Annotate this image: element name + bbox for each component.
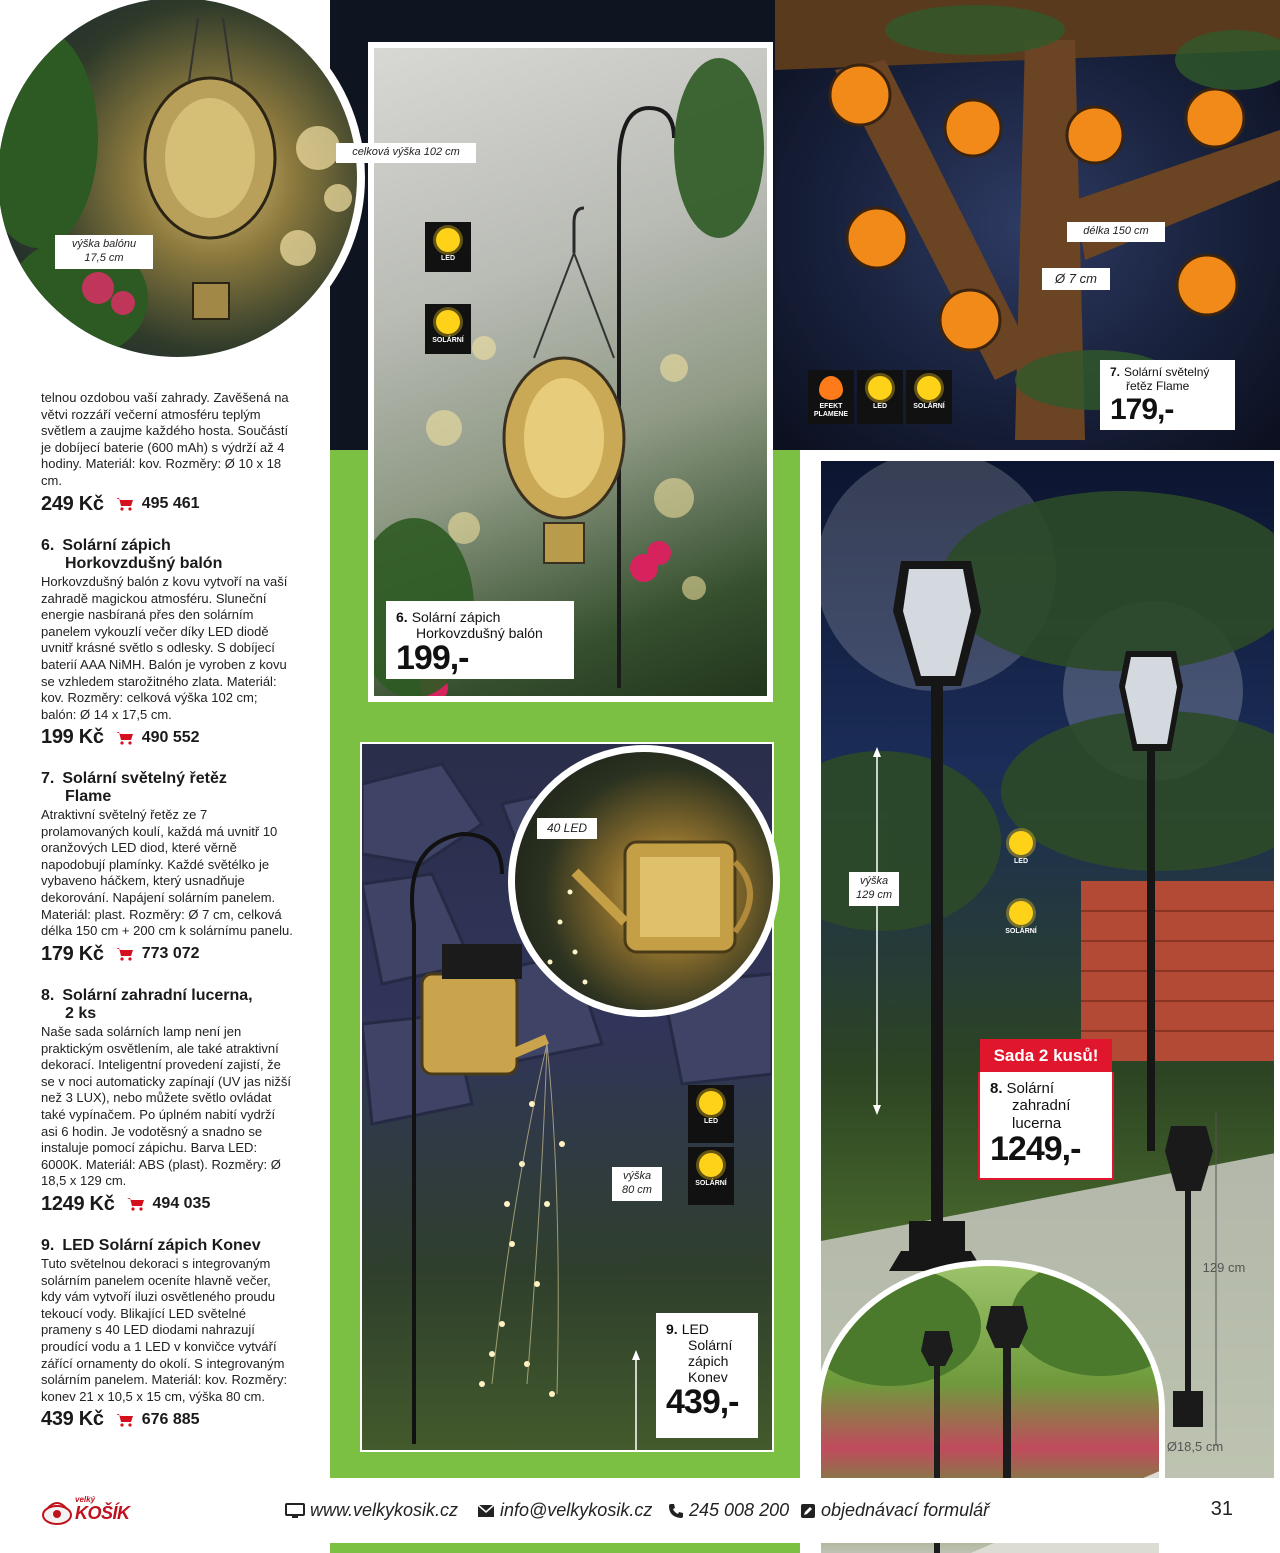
product-code: 495 461 [141, 495, 200, 513]
page-number: 31 [1210, 1498, 1233, 1520]
cart-icon[interactable] [116, 497, 134, 511]
form-edit-icon [800, 1503, 816, 1519]
balloon-height-label: výška balónu 17,5 cm [55, 235, 153, 269]
phone-icon [668, 1503, 684, 1519]
konev-led-count-label: 40 LED [537, 818, 597, 839]
solar-badge-lanterns: SOLÁRNÍ [998, 895, 1044, 945]
solar-badge-chain: SOLÁRNÍ [906, 370, 952, 424]
sun-icon [917, 376, 941, 400]
product-price-line: 199 Kč 490 552 [41, 726, 200, 749]
led-bulb-icon [699, 1091, 723, 1115]
solar-badge-balloon: SOLÁRNÍ [425, 304, 471, 354]
flame-icon [819, 376, 843, 400]
product-block-9 [41, 1237, 293, 1431]
order-form-link[interactable]: objednávací formulář [800, 1500, 989, 1521]
product-description: Tuto světelnou dekoraci s integrovaným solárním panelem oceníte hlavně večer, kdy vám vytvoří iluzi osvětleného proudu tekoucí vody. Blikající LED světelné prameny s 40 LED diodami nahrazují proudící vodu a 1 LED v konvičce vytváří zářící ornamenty do okolí. S integrovaným solárním panelem. Materiál: kov. Rozměry: konev 21 x 10,5 x 15 cm, výška 80 cm. [41, 1256, 288, 1404]
price-card-konev: 9. LED Solární zápich Konev 439,- [656, 1313, 758, 1438]
led-badge-konev: LED [688, 1085, 734, 1143]
price-card-lanterns: 8. Solární zahradní lucerna 1249,- [978, 1072, 1114, 1180]
sun-icon [1009, 901, 1033, 925]
price-card-lanterns-price: 1249,- [990, 1129, 1081, 1168]
flame-effect-badge: EFEKT PLAMENE [808, 370, 854, 424]
email-link[interactable]: info@velkykosik.cz [477, 1500, 652, 1521]
set-of-two-tag: Sada 2 kusů! [980, 1039, 1112, 1072]
cart-icon[interactable] [116, 1413, 134, 1427]
product-price-line: 1249 Kč 494 035 [41, 1192, 211, 1215]
led-bulb-icon [868, 376, 892, 400]
total-height-label: celková výška 102 cm [336, 143, 476, 163]
led-bulb-icon [1009, 831, 1033, 855]
intro-price-line: 249 Kč 495 461 [41, 492, 200, 515]
product-code: 490 552 [141, 728, 200, 746]
chain-length-label: délka 150 cm [1067, 222, 1165, 242]
balloon-closeup-illustration [0, 0, 365, 365]
sun-icon [436, 310, 460, 334]
product-code: 773 072 [141, 945, 200, 963]
price-card-chain: 7. Solární světelný řetěz Flame 179,- [1100, 360, 1235, 430]
cart-icon[interactable] [116, 731, 134, 745]
price-card-konev-price: 439,- [666, 1383, 739, 1422]
phone-link[interactable]: 245 008 200 [668, 1500, 789, 1521]
basket-logo-icon [41, 1495, 73, 1527]
konev-height-label: výška 80 cm [612, 1167, 662, 1201]
price-card-balloon-price: 199,- [396, 639, 469, 678]
led-badge-chain: LED [857, 370, 903, 424]
lamp-height-label: výška 129 cm [849, 872, 899, 906]
product-title: 8. Solární zahradní lucerna, 2 ks [41, 987, 253, 1022]
inset-watering-can-closeup [508, 745, 780, 1017]
price-card-balloon: 6. Solární zápich Horkovzdušný balón 199,- [386, 601, 574, 679]
product-title: 7. Solární světelný řetěz Flame [41, 770, 227, 805]
product-block-6 [41, 537, 293, 749]
lantern-height-dimension: 129 cm [1202, 1260, 1246, 1275]
cart-icon[interactable] [116, 947, 134, 961]
price-card-chain-price: 179,- [1110, 392, 1174, 426]
product-description: Horkovzdušný balón z kovu vytvoří na vaší zahradě magickou atmosféru. Sluneční energie nasbíraná přes den solárním panelem vykouzlí večer díky LED diodě uvnitř krásné světlo s odlesky. S dobíjecí baterií AAA NiMH. Balón je vyroben z kovu se vzhledem starožitného zlata. Materiál: kov. Rozměry: celková výška 102 cm; balón: Ø 14 x 17,5 cm. [41, 574, 288, 722]
product-description: Atraktivní světelný řetěz ze 7 prolamovaných koulí, každá má uvnitř 10 oranžových LED diod, které věrně napodobují plamínky. Každé světélko je vybaveno háčkem, který usnadňuje dekorování. Napájení solárním panelem. Materiál: plast. Rozměry: Ø 7 cm, celková délka 150 cm + 200 cm k solárnímu panelu. [41, 807, 293, 939]
led-bulb-icon [436, 228, 460, 252]
product-description: Naše sada solárních lamp není jen praktickým osvětlením, ale také atraktivní dekorací. Inteligentní provedení zajistí, že se v noci automaticky zapínají (UV jas nižší než 3 LUX), nebo můžete světlo ovládat také vypínačem. Po úplném nabití vydrží asi 6 hodin. Je vodotěsný a snadno se instaluje pomocí zápichu. Barva LED: 6000K. Materiál: ABS (plast). Rozměry: Ø 18,5 x 129 cm. [41, 1024, 291, 1189]
product-title: 6. Solární zápich Horkovzdušný balón [41, 537, 223, 572]
product-code: 494 035 [152, 1195, 211, 1213]
lantern-diameter-dimension: Ø18,5 cm [1166, 1439, 1224, 1454]
product-price-line: 179 Kč 773 072 [41, 942, 200, 965]
solar-badge-konev: SOLÁRNÍ [688, 1147, 734, 1205]
inset-balloon-closeup [0, 0, 365, 365]
product-price-line: 439 Kč 676 885 [41, 1408, 200, 1431]
led-badge-lanterns: LED [998, 825, 1044, 875]
intro-description: telnou ozdobou vaší zahrady. Zavěšená na větvi rozzáří večerní atmosféru teplým světlem a zaujme každého hosta. Součástí je dobíjecí baterie (600 mAh) s výdrží až 4 hodiny. Materiál: kov. Rozměry: Ø 10 x 18 cm. [41, 390, 289, 488]
product-title: 9. LED Solární zápich Konev [41, 1237, 261, 1254]
website-link[interactable]: www.velkykosik.cz [285, 1500, 458, 1521]
product-code: 676 885 [141, 1410, 200, 1428]
ball-diameter-label: Ø 7 cm [1042, 268, 1110, 290]
monitor-icon [285, 1503, 305, 1519]
sun-icon [699, 1153, 723, 1177]
cart-icon[interactable] [127, 1197, 145, 1211]
intro-product-block [41, 390, 293, 516]
led-badge-balloon: LED [425, 222, 471, 272]
envelope-icon [477, 1504, 495, 1518]
velky-kosik-logo[interactable]: velký KOŠÍK [41, 1493, 141, 1529]
page-footer [0, 1478, 1280, 1543]
watering-can-closeup-illustration [515, 752, 780, 1017]
product-block-7 [41, 770, 293, 966]
product-block-8 [41, 987, 293, 1216]
